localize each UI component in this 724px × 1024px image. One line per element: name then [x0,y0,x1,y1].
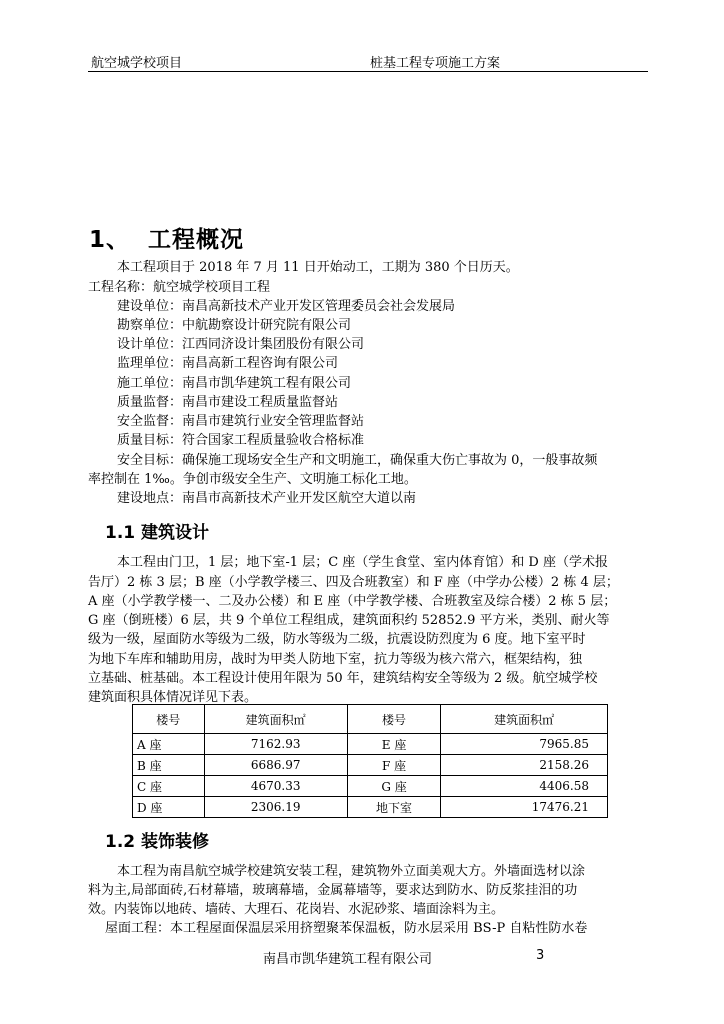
section-heading-architecture: 1.1 建筑设计 [105,523,210,543]
table-header-cell: 楼号 [347,705,440,734]
paragraph-line: 屋面工程：本工程屋面保温层采用挤塑聚苯保温板，防水层采用 BS-P 自粘性防水卷 [105,921,588,936]
overview-line: 设计单位：江西同济设计集团股份有限公司 [117,337,365,352]
section-heading-decoration: 1.2 装饰装修 [105,832,210,852]
paragraph-line: 效。内装饰以地砖、墙砖、大理石、花岗岩、水泥砂浆、墙面涂料为主。 [88,902,505,917]
table-cell: 地下室 [347,797,440,818]
overview-line: 建设单位：南昌高新技术产业开发区管理委员会社会发展局 [117,299,456,314]
table-cell: 7965.85 [441,734,608,755]
page-number: 3 [536,948,545,963]
header-divider [88,71,648,72]
table-cell: 6686.97 [204,755,347,776]
overview-line: 本工程项目于 2018 年 7 月 11 日开始动工，工期为 380 个日历天。 [117,260,519,275]
overview-line: 安全监督：南昌市建筑行业安全管理监督站 [117,414,365,429]
table-header-cell: 建筑面积㎡ [204,705,347,734]
table-header-cell: 楼号 [133,705,205,734]
paragraph-line: 本工程为南昌航空城学校建筑安装工程，建筑物外立面美观大方。外墙面选材以涂 [117,864,586,879]
paragraph-line: 告厅）2 栋 3 层；B 座（小学教学楼三、四及合班教室）和 F 座（中学办公楼）2 栋 4 层； [88,575,619,590]
paragraph-line: 立基础、桩基础。本工程设计使用年限为 50 年，建筑结构安全等级为 2 级。航空城学校 [88,671,598,686]
paragraph-line: 为地下车库和辅助用房，战时为甲类人防地下室，抗力等级为核六常六，框架结构，独 [88,652,583,667]
paragraph-line: A 座（小学教学楼一、二及办公楼）和 E 座（中学教学楼、合班教室及综合楼）2 栋 5 层； [88,594,617,609]
overview-line: 施工单位：南昌市凯华建筑工程有限公司 [117,376,352,391]
table-row [133,755,608,776]
table-cell: B 座 [133,755,205,776]
table-cell: A 座 [133,734,205,755]
overview-line: 安全目标：确保施工现场安全生产和文明施工，确保重大伤亡事故为 0，一般事故频 [117,453,598,468]
overview-line: 建设地点：南昌市高新技术产业开发区航空大道以南 [117,491,417,506]
overview-line: 监理单位：南昌高新工程咨询有限公司 [117,356,339,371]
footer-company: 南昌市凯华建筑工程有限公司 [263,952,433,967]
building-area-table [132,704,608,818]
table-cell: G 座 [347,776,440,797]
page-title: 1、 工程概况 [89,227,245,253]
table-header-cell: 建筑面积㎡ [441,705,608,734]
paragraph-line: 料为主,局部面砖,石材幕墙，玻璃幕墙，金属幕墙等，要求达到防水、防反浆挂泪的功 [88,883,578,898]
overview-line: 质量监督：南昌市建设工程质量监督站 [117,395,339,410]
table-cell: 7162.93 [204,734,347,755]
table-header-row [133,705,608,734]
table-row [133,797,608,818]
paragraph-line: G 座（倒班楼）6 层，共 9 个单位工程组成，建筑面积约 52852.9 平方米，类别、耐火等 [88,613,610,628]
table-cell: C 座 [133,776,205,797]
table-cell: E 座 [347,734,440,755]
header-document-title: 桩基工程专项施工方案 [370,56,501,71]
table-cell: 2158.26 [441,755,608,776]
paragraph-line: 本工程由门卫，1 层；地下室-1 层；C 座（学生食堂、室内体育馆）和 D 座（学术报 [117,555,608,570]
overview-line: 质量目标：符合国家工程质量验收合格标准 [117,433,365,448]
overview-line: 率控制在 1‰。争创市级安全生产、文明施工标化工地。 [88,472,417,487]
overview-line: 勘察单位：中航勘察设计研究院有限公司 [117,318,352,333]
overview-line: 工程名称：航空城学校项目工程 [88,280,271,295]
table-row [133,776,608,797]
table-cell: D 座 [133,797,205,818]
paragraph-line: 级为一级，屋面防水等级为二级，防水等级为二级，抗震设防烈度为 6 度。地下室平时 [88,632,586,647]
header-project-name: 航空城学校项目 [91,56,183,71]
table-cell: 2306.19 [204,797,347,818]
table-cell: F 座 [347,755,440,776]
table-cell: 4406.58 [441,776,608,797]
table-row [133,734,608,755]
paragraph-line: 建筑面积具体情况详见下表。 [88,690,258,705]
table-cell: 4670.33 [204,776,347,797]
table-cell: 17476.21 [441,797,608,818]
